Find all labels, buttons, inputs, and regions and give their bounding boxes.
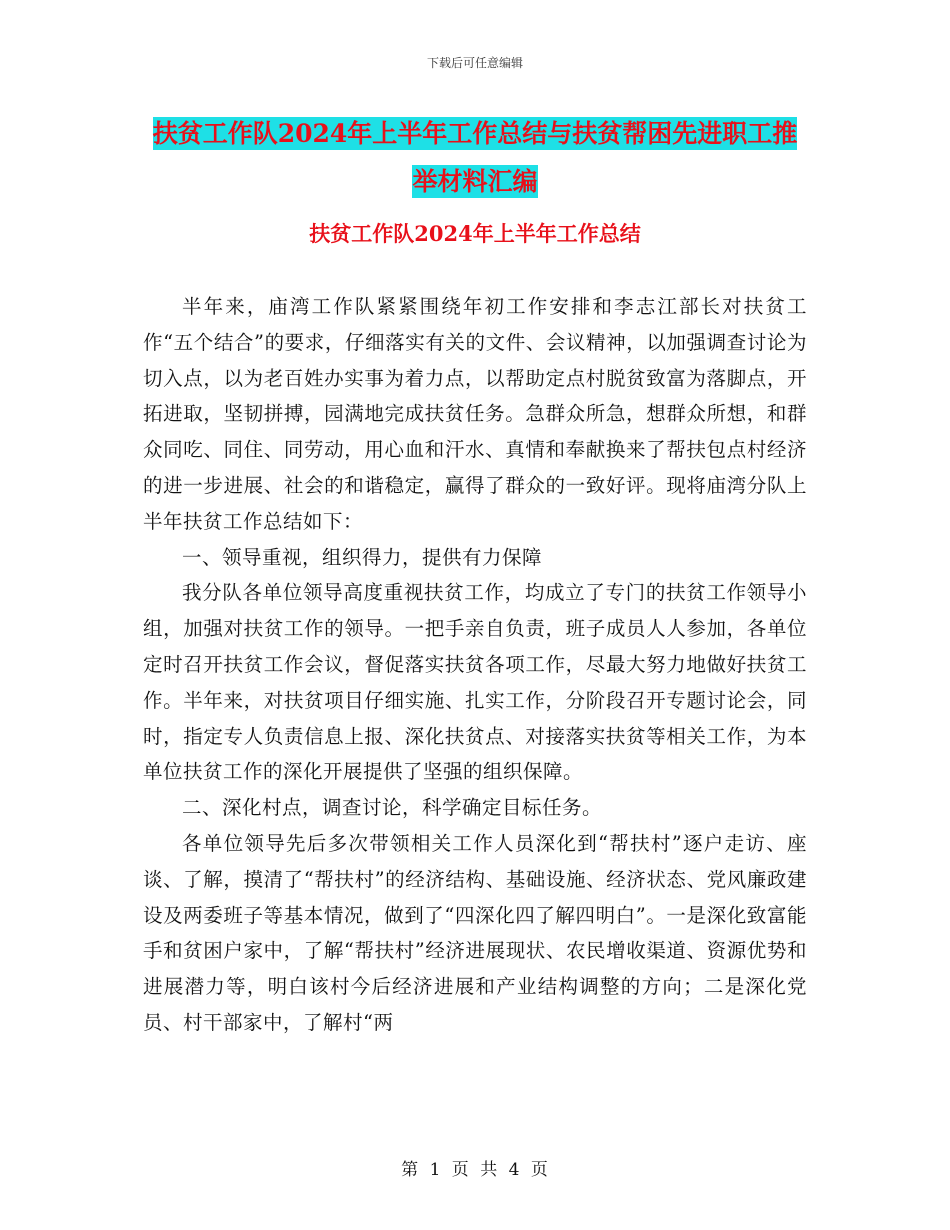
section-title: 扶贫工作队2024年上半年工作总结 <box>309 221 641 246</box>
paragraph: 各单位领导先后多次带领相关工作人员深化到“帮扶村”逐户走访、座谈、了解，摸清了“帮扶村”的经济结构、基础设施、经济状态、党风廉政建设及两委班子等基本情况，做到了“四深化四了解四明白”。一是深化致富能手和贫困户家中，了解“帮扶村”经济进展现状、农民增收渠道、资源优势和进展潜力等，明白该村今后经济进展和产业结构调整的方向；二是深化党员、村干部家中，了解村“两 <box>143 831 807 1034</box>
document-body <box>143 289 807 1041</box>
page-number: 第 1 页 共 4 页 <box>401 1160 549 1180</box>
document-title-text: 扶贫工作队2024年上半年工作总结与扶贫帮困先进职工推举材料汇编 <box>152 119 798 196</box>
paragraph: 半年来，庙湾工作队紧紧围绕年初工作安排和李志江部长对扶贫工作“五个结合”的要求，仔细落实有关的文件、会议精神，以加强调查讨论为切入点，以为老百姓办实事为着力点，以帮助定点村脱贫致富为落脚点，开拓进取，坚韧拼搏，园满地完成扶贫任务。急群众所急，想群众所想，和群众同吃、同住、同劳动，用心血和汗水、真情和奉献换来了帮扶包点村经济的进一步进展、社会的和谐稳定，赢得了群众的一致好评。现将庙湾分队上半年扶贫工作总结如下： <box>143 295 807 533</box>
paragraph: 我分队各单位领导高度重视扶贫工作，均成立了专门的扶贫工作领导小组，加强对扶贫工作的领导。一把手亲自负责，班子成员人人参加，各单位定时召开扶贫工作会议，督促落实扶贫各项工作，尽最大努力地做好扶贫工作。半年来，对扶贫项目仔细实施、扎实工作，分阶段召开专题讨论会，同时，指定专人负责信息上报、深化扶贫点、对接落实扶贫等相关工作，为本单位扶贫工作的深化开展提供了坚强的组织保障。 <box>143 581 807 784</box>
paragraph-heading: 一、领导重视，组织得力，提供有力保障 <box>182 545 543 569</box>
paragraph-heading: 二、深化村点，调查讨论，科学确定目标任务。 <box>182 796 603 820</box>
document-title <box>150 110 800 206</box>
header-note: 下载后可任意编辑 <box>426 56 523 70</box>
